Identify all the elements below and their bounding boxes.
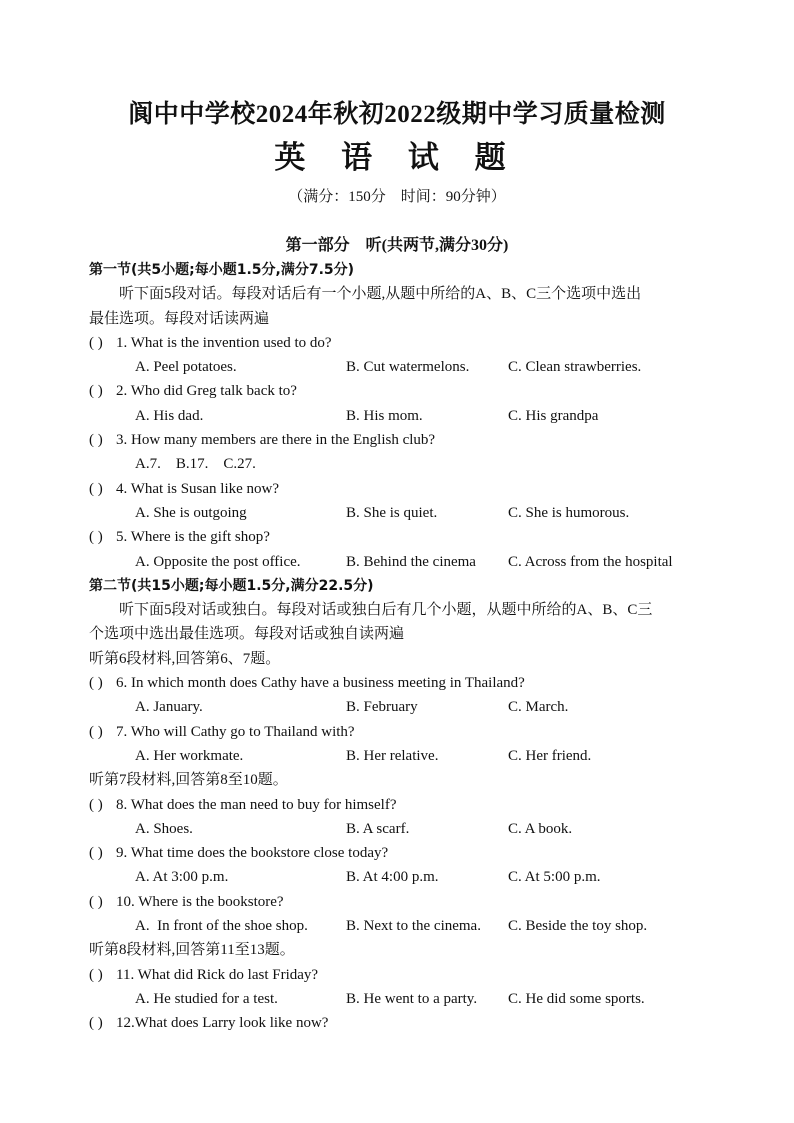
option-a: A. Shoes. (135, 820, 193, 837)
option-b: B. His mom. (346, 407, 423, 424)
answer-blank[interactable]: ( ) (89, 796, 103, 813)
question-6-options (89, 695, 719, 719)
question-text: 6. In which month does Cathy have a business meeting in Thailand? (116, 675, 525, 692)
option-a: A. In front of the shoe shop. (135, 918, 308, 935)
question-5 (89, 525, 719, 549)
answer-blank[interactable]: ( ) (89, 1015, 103, 1032)
material-7-note: 听第7段材料,回答第8至10题。 (89, 772, 288, 789)
question-7-options (89, 744, 719, 768)
question-12 (89, 1011, 719, 1035)
option-c: C. His grandpa (508, 407, 599, 424)
question-9 (89, 841, 719, 865)
option-a: A. At 3:00 p.m. (135, 869, 229, 886)
section1-instruction-line1: 听下面5段对话。每段对话后有一个小题,从题中所给的A、B、C三个选项中选出 (119, 286, 642, 303)
section2-heading: 第二节(共15小题;每小题1.5分,满分22.5分) (89, 577, 374, 594)
option-b: B. At 4:00 p.m. (346, 869, 439, 886)
option-a: A. Her workmate. (135, 747, 244, 764)
question-10 (89, 890, 719, 914)
option-a: A. Opposite the post office. (135, 553, 301, 570)
question-3-options (89, 452, 719, 476)
question-text: 12.What does Larry look like now? (116, 1015, 329, 1032)
question-text: 2. Who did Greg talk back to? (116, 383, 297, 400)
subject-title: 英 语 试 题 (274, 140, 520, 175)
question-11-options (89, 987, 719, 1011)
section1-instruction-line2: 最佳选项。每段对话读两遍 (89, 310, 270, 327)
option-b: B. A scarf. (346, 820, 410, 837)
answer-blank[interactable]: ( ) (89, 893, 103, 910)
option-c: C. Across from the hospital (508, 553, 673, 570)
question-1-options (89, 355, 719, 379)
option-b: B. Cut watermelons. (346, 359, 470, 376)
question-text: 7. Who will Cathy go to Thailand with? (116, 723, 355, 740)
option-c: C. Beside the toy shop. (508, 918, 648, 935)
option-b: B. Behind the cinema (346, 553, 476, 570)
option-c: C. Clean strawberries. (508, 359, 642, 376)
question-2-options (89, 404, 719, 428)
option-c: C. Her friend. (508, 747, 592, 764)
question-9-options (89, 865, 719, 889)
option-b: B. She is quiet. (346, 504, 438, 521)
answer-blank[interactable]: ( ) (89, 845, 103, 862)
score-time-info: （满分：150分 时间：90分钟） (288, 189, 506, 205)
material-6-note: 听第6段材料,回答第6、7题。 (89, 650, 281, 667)
options-inline: A.7. B.17. C.27. (135, 456, 256, 473)
question-text: 8. What does the man need to buy for himself? (116, 796, 397, 813)
option-c: C. He did some sports. (508, 990, 645, 1007)
option-b: B. February (346, 699, 418, 716)
answer-blank[interactable]: ( ) (89, 966, 103, 983)
question-text: 10. Where is the bookstore? (116, 893, 284, 910)
option-c: C. March. (508, 699, 569, 716)
option-b: B. Next to the cinema. (346, 918, 481, 935)
answer-blank[interactable]: ( ) (89, 480, 103, 497)
option-a: A. His dad. (135, 407, 204, 424)
answer-blank[interactable]: ( ) (89, 675, 103, 692)
question-3 (89, 428, 719, 452)
question-6 (89, 671, 719, 695)
question-7 (89, 720, 719, 744)
option-a: A. January. (135, 699, 203, 716)
part1-title: 第一部分 听(共两节,满分30分) (285, 237, 509, 254)
exam-content (89, 258, 719, 1036)
question-text: 1. What is the invention used to do? (116, 334, 332, 351)
option-b: B. Her relative. (346, 747, 439, 764)
section1-heading: 第一节(共5小题;每小题1.5分,满分7.5分) (89, 262, 355, 278)
question-text: 11. What did Rick do last Friday? (116, 966, 319, 983)
section2-instruction-line1: 听下面5段对话或独白。每段对话或独白后有几个小题，从题中所给的A、B、C三 (119, 602, 653, 619)
material-8-note: 听第8段材料,回答第11至13题。 (89, 942, 295, 959)
option-a: A. She is outgoing (135, 504, 247, 521)
question-text: 3. How many members are there in the English club? (116, 432, 436, 449)
option-b: B. He went to a party. (346, 990, 478, 1007)
option-c: C. She is humorous. (508, 504, 630, 521)
question-text: 4. What is Susan like now? (116, 480, 280, 497)
answer-blank[interactable]: ( ) (89, 723, 103, 740)
question-10-options (89, 914, 719, 938)
question-2 (89, 379, 719, 403)
exam-title: 阆中中学校2024年秋初2022级期中学习质量检测 (128, 101, 666, 128)
answer-blank[interactable]: ( ) (89, 383, 103, 400)
option-a: A. He studied for a test. (135, 990, 278, 1007)
question-4 (89, 477, 719, 501)
question-text: 9. What time does the bookstore close today? (116, 845, 389, 862)
question-5-options (89, 550, 719, 574)
option-c: C. A book. (508, 820, 573, 837)
option-a: A. Peel potatoes. (135, 359, 237, 376)
question-1 (89, 331, 719, 355)
question-4-options (89, 501, 719, 525)
section2-instruction-line2: 个选项中选出最佳选项。每段对话或独自读两遍 (89, 626, 405, 643)
question-8-options (89, 817, 719, 841)
option-c: C. At 5:00 p.m. (508, 869, 601, 886)
answer-blank[interactable]: ( ) (89, 529, 103, 546)
answer-blank[interactable]: ( ) (89, 432, 103, 449)
answer-blank[interactable]: ( ) (89, 334, 103, 351)
question-8 (89, 793, 719, 817)
question-11 (89, 963, 719, 987)
question-text: 5. Where is the gift shop? (116, 529, 270, 546)
